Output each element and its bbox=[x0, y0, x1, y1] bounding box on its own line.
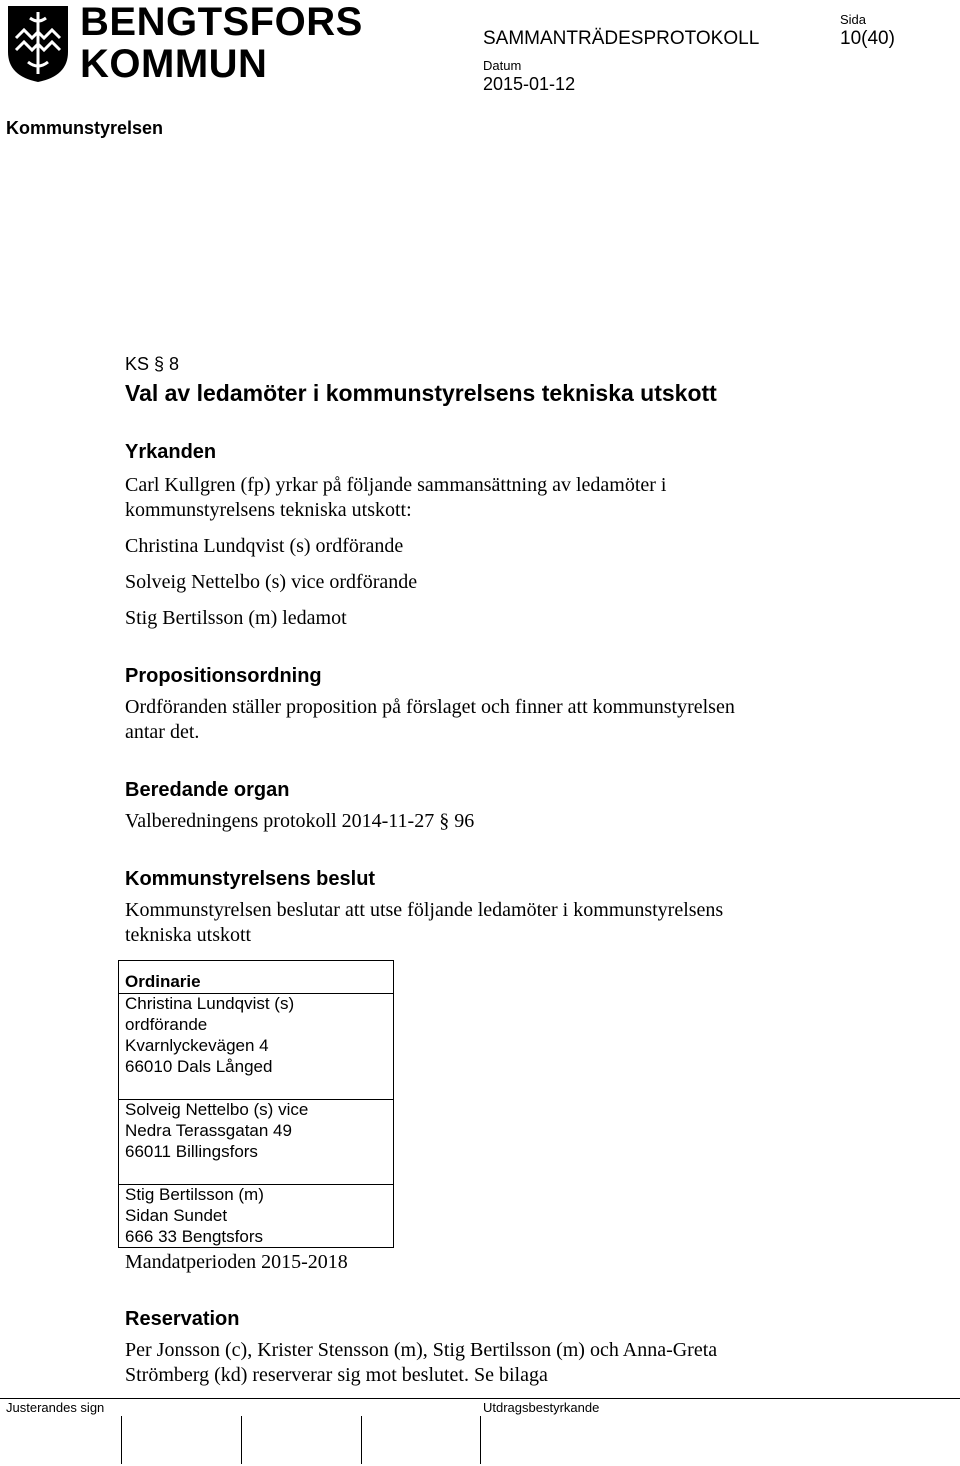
beredande-heading: Beredande organ bbox=[125, 779, 290, 801]
member-3-line-3: 666 33 Bengtsfors bbox=[125, 1227, 263, 1246]
signature-box-divider bbox=[361, 1416, 362, 1464]
signature-label: Justerandes sign bbox=[6, 1400, 105, 1415]
reservation-heading: Reservation bbox=[125, 1308, 240, 1330]
member-2-line-3: 66011 Billingsfors bbox=[125, 1142, 258, 1161]
nominee-3: Stig Bertilsson (m) ledamot bbox=[125, 607, 347, 629]
member-1-line-3: Kvarnlyckevägen 4 bbox=[125, 1036, 269, 1055]
logo-text-line1: BENGTSFORS bbox=[80, 0, 363, 44]
member-2-line-1: Solveig Nettelbo (s) vice bbox=[125, 1100, 309, 1119]
table-header: Ordinarie bbox=[125, 972, 201, 991]
member-3-line-1: Stig Bertilsson (m) bbox=[125, 1185, 264, 1204]
beslut-text-1: Kommunstyrelsen beslutar att utse följande ledamöter i kommunstyrelsens bbox=[125, 899, 724, 921]
mandate-period: Mandatperioden 2015-2018 bbox=[125, 1251, 348, 1273]
footer-divider bbox=[0, 1398, 960, 1399]
page-label: Sida bbox=[840, 12, 867, 27]
yrkanden-text-1: Carl Kullgren (fp) yrkar på följande sammansättning av ledamöter i bbox=[125, 474, 667, 496]
beslut-text-2: tekniska utskott bbox=[125, 924, 252, 946]
propositionsordning-text-1: Ordföranden ställer proposition på förslaget och finner att kommunstyrelsen bbox=[125, 696, 735, 718]
document-type: SAMMANTRÄDESPROTOKOLL bbox=[483, 28, 760, 49]
reservation-text-1: Per Jonsson (c), Krister Stensson (m), Stig Bertilsson (m) och Anna-Greta bbox=[125, 1339, 718, 1361]
page-number: 10(40) bbox=[840, 28, 895, 49]
propositionsordning-heading: Propositionsordning bbox=[125, 665, 322, 687]
propositionsordning-text-2: antar det. bbox=[125, 721, 200, 743]
yrkanden-text-2: kommunstyrelsens tekniska utskott: bbox=[125, 499, 412, 521]
member-2-line-2: Nedra Terassgatan 49 bbox=[125, 1121, 292, 1140]
municipal-coat-of-arms-icon bbox=[6, 4, 70, 84]
beslut-heading: Kommunstyrelsens beslut bbox=[125, 868, 376, 890]
member-3-line-2: Sidan Sundet bbox=[125, 1206, 228, 1225]
organization-name: Kommunstyrelsen bbox=[6, 118, 164, 138]
yrkanden-heading: Yrkanden bbox=[125, 441, 217, 463]
page-title: Val av ledamöter i kommunstyrelsens tekniska utskott bbox=[125, 380, 717, 406]
reservation-text-2: Strömberg (kd) reserverar sig mot beslutet. Se bilaga bbox=[125, 1364, 548, 1386]
member-1-line-2: ordförande bbox=[125, 1015, 208, 1034]
section-number: KS § 8 bbox=[125, 354, 180, 374]
member-1-line-4: 66010 Dals Långed bbox=[125, 1057, 273, 1076]
signature-box-divider bbox=[121, 1416, 122, 1464]
signature-box-divider bbox=[241, 1416, 242, 1464]
meeting-date: 2015-01-12 bbox=[483, 74, 576, 94]
logo-text-line2: KOMMUN bbox=[80, 42, 268, 86]
nominee-1: Christina Lundqvist (s) ordförande bbox=[125, 535, 404, 557]
nominee-2: Solveig Nettelbo (s) vice ordförande bbox=[125, 571, 418, 593]
member-1-line-1: Christina Lundqvist (s) bbox=[125, 994, 295, 1013]
extract-verification-label: Utdragsbestyrkande bbox=[483, 1400, 600, 1415]
signature-box-divider bbox=[480, 1416, 481, 1464]
date-label: Datum bbox=[483, 58, 522, 73]
beredande-text: Valberedningens protokoll 2014-11-27 § 96 bbox=[125, 810, 475, 832]
